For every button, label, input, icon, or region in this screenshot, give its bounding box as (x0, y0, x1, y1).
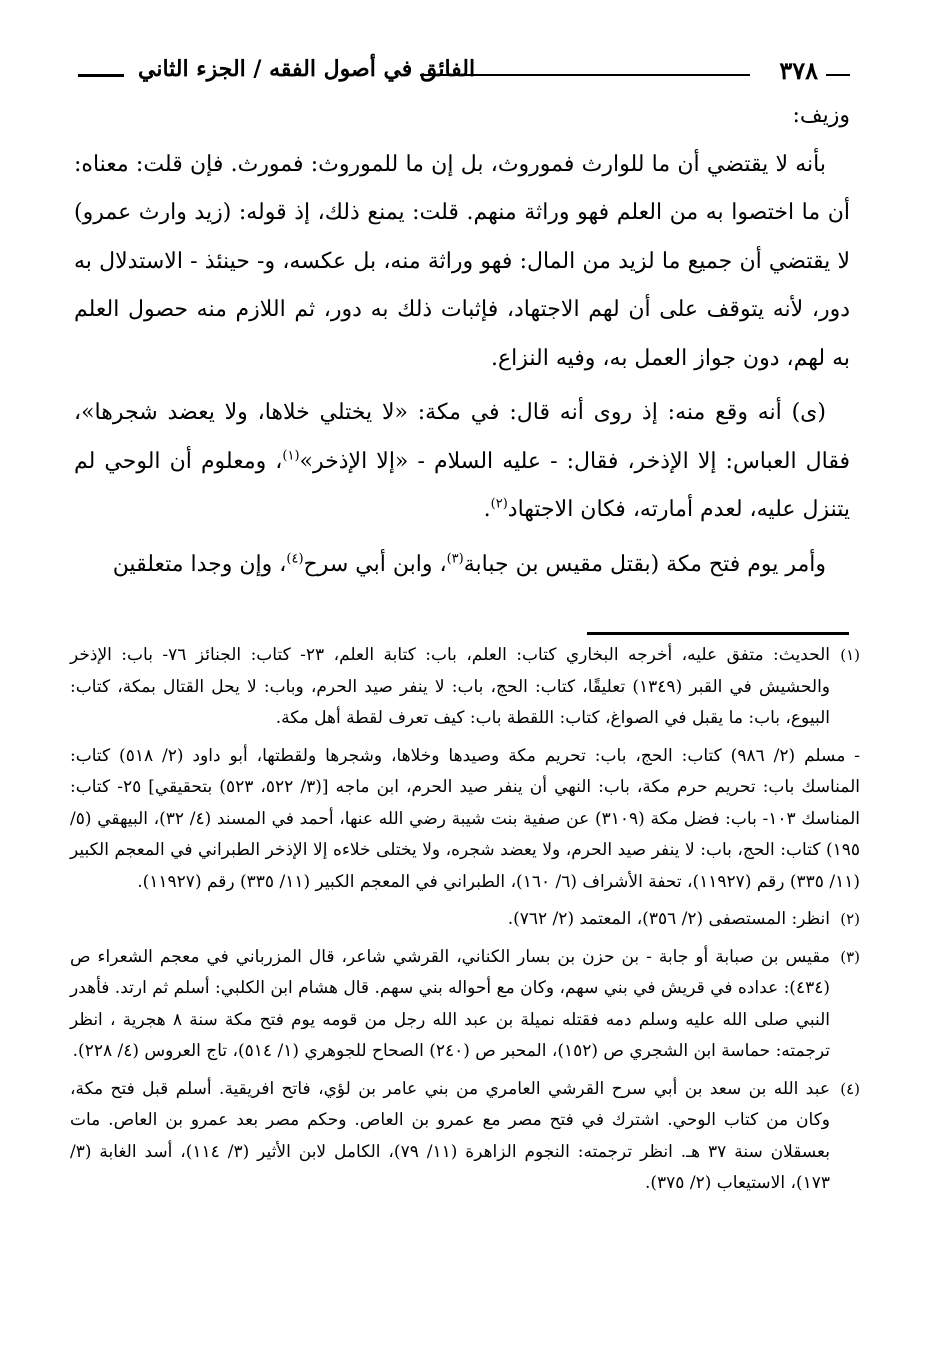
footnote-1 (70, 640, 860, 735)
paragraph-3-text-c: . (483, 497, 491, 522)
footnote-text: عبد الله بن سعد بن أبي سرح القرشي العامري من بني عامر بن لؤي، فاتح افريقية. أسلم قبل فتح مكة، وكان من كتاب الوحي. اشترك في فتح مصر مع عمرو بن العاص. وحكم مصر بعد عمرو بن العاص. مات بعسقلان سنة ٣٧ هـ. انظر ترجمته: النجوم الزاهرة (١١/ ٧٩)، الكامل لابن الأثير (٣/ ١١٤)، أسد الغابة (٣/ ١٧٣)، الاستيعاب (٢/ ٣٧٥). (70, 1078, 831, 1193)
footnote-text: الحديث: متفق عليه، أخرجه البخاري كتاب: العلم، باب: كتابة العلم، ٢٣- كتاب: الجنائز ٧٦- باب: الإذخر والحشيش في القبر (١٣٤٩) تعليقًا، كتاب: الحج، باب: لا ينفر صيد الحرم، وباب: لا يحل القتال بمكة، كتاب: البيوع، باب: ما يقبل في الصواغ، كتاب: اللقطة باب: كيف تعرف لقطة أهل مكة. (70, 645, 830, 728)
paragraph-4-text-c: ، وإن وجدا متعلقين (112, 551, 287, 577)
footnote-ref-4[interactable]: (٤) (286, 551, 304, 567)
footnote-number: (٣) (840, 947, 860, 966)
header-dash-left (78, 74, 124, 77)
running-title: الفائق في أصول الفقه / الجزء الثاني (138, 56, 476, 82)
header-dash-right (826, 74, 850, 76)
paragraph-3-text-a: (ى) أنه وقع منه: إذ روى أنه قال: في مكة: «لا يختلي خلاها، ولا يعضد شجرها»، فقال العباس: إلا الإذخر، فقال: - عليه السلام - «إلا الإذخر» (74, 400, 850, 474)
footnote-2 (70, 904, 860, 936)
footnote-4 (70, 1074, 860, 1200)
paragraph-4 (74, 541, 850, 590)
footnote-ref-2[interactable]: (٢) (490, 496, 508, 512)
footnote-number: (٢) (840, 910, 860, 928)
footnote-ref-3[interactable]: (٣) (446, 551, 464, 567)
page-header (70, 50, 850, 90)
paragraph-3-text-b: ، ومعلوم أن الوحي لم يتنزل عليه، لعدم أمارته، فكان الاجتهاد (74, 448, 850, 522)
footnote-ref-1[interactable]: (١) (282, 448, 300, 464)
footnote-1-continuation: - مسلم (٢/ ٩٨٦) كتاب: الحج، باب: تحريم مكة وصيدها وخلاها، وشجرها ولقطتها، أبو داود (٢/ ٥١٨) كتاب: المناسك باب: تحريم حرم مكة، باب: النهي أن ينفر صيد الحرم، ابن ماجه [(٣/ ٥٢٢، ٥٢٣) بتحقيقي] ٢٥- كتاب: المناسك ١٠٣- باب: فضل مكة (٣١٠٩) عن صفية بنت شيبة رضي الله عنها، أحمد في المسند (٤/ ٣٢)، البيهقي (٥/ ١٩٥) كتاب: الحج، باب: لا ينفر صيد الحرم، ولا يعضد شجره، ولا يختلى خلاءه إلا الإذخر الطبراني في المعجم الكبير (١١/ ٣٣٥) رقم (١١٩٢٧)، تحفة الأشراف (٦/ ١٦٠)، الطبراني في المعجم الكبير (١١/ ٣٣٥) رقم (١١٩٢٧). (70, 745, 861, 892)
main-text (74, 92, 850, 589)
footnote-separator (587, 632, 849, 635)
footnote-number: (٤) (840, 1079, 860, 1098)
page-number: ٣٧٨ (779, 56, 818, 85)
footnote-3 (70, 942, 860, 1068)
paragraph-2: بأنه لا يقتضي أن ما للوارث فموروث، بل إن ما للموروث: فمورث. فإن قلت: معناه: أن ما اختصوا به من العلم فهو وراثة منهم. قلت: يمنع ذلك، إذ قوله: (زيد وارث عمرو) لا يقتضي أن جميع ما لزيد من المال: فهو وراثة منه، بل عكسه، و- حينئذ - الاستدلال به دور، لأنه يتوقف على أن لهم الاجتهاد، فإثبات ذلك به دور، ثم اللازم منه حصول العلم به لهم، دون جواز العمل به، وفيه النزاع. (74, 151, 850, 371)
paragraph-3 (74, 389, 850, 535)
footnotes (70, 640, 860, 1206)
paragraph-1: وزيف: (792, 103, 850, 128)
paragraph-4-text-a: وأمر يوم فتح مكة (بقتل مقيس بن جبابة (463, 551, 826, 577)
footnote-number: (١) (840, 646, 860, 664)
footnote-text: مقيس بن صبابة أو جابة - بن حزن بن بسار الكناني، القرشي شاعر، قال المزرباني في معجم الشعراء ص (٤٣٤): عداده في قريش في بني سهم، وكان مع أحواله بني سهم. قال هشام ابن الكلبي: أسلم ثم ارتد. فأهدر النبي صلى الله عليه وسلم دمه فقتله نميلة بن عبد الله رجل من قومه يوم فتح مكة سنة ٨ هجرية ، انظر ترجمته: حماسة ابن الشجري ص (١٥٢)، المحبر ص (٢٤٠) الصحاح للجوهري (١/ ٥١٤)، تاج العروس (٤/ ٢٢٨). (70, 946, 830, 1061)
paragraph-4-text-b: ، وابن أبي سرح (303, 551, 447, 577)
footnote-text: انظر: المستصفى (٢/ ٣٥٦)، المعتمد (٢/ ٧٦٢). (507, 909, 830, 929)
